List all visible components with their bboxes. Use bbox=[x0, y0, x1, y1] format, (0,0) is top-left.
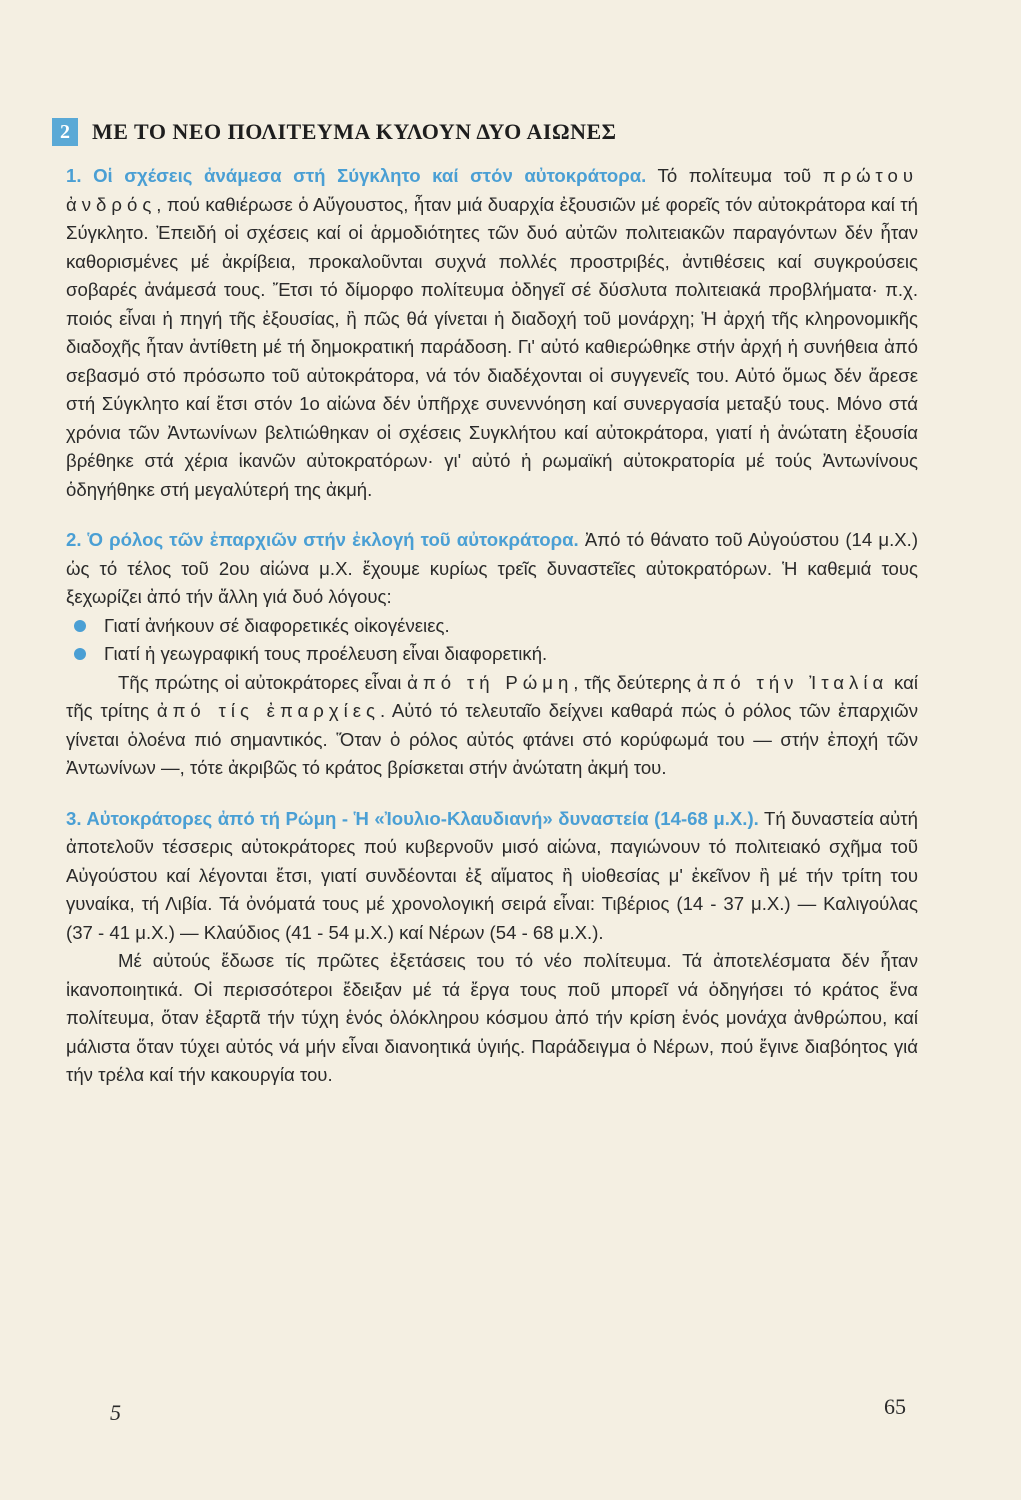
section-1-text-b: , πού καθιέρωσε ὁ Αὔγουστος, ἦταν μιά δυαρχία ἐξουσιῶν μέ φορεῖς τόν αὐτοκράτορα καί τή Σύγκλητο. Ἐπειδή οἱ σχέσεις καί οἱ ἁρμοδιότητες τῶν δυό αὐτῶν πολιτειακῶν παραγόντων δέν ἦταν καθορισμένες μέ ἀκρίβεια, προκαλοῦνται συχνά πολλές προστριβές, ἀντιθέσεις καί συγκρούσεις σοβαρές ἀνάμεσά τους. Ἔτσι τό δίμορφο πολίτευμα ὁδηγεῖ σέ δύσλυτα πολιτειακά προβλήματα· π.χ. ποιός εἶναι ἡ πηγή τῆς ἐξουσίας, ἢ πῶς θά γίνεται ἡ διαδοχή τοῦ μονάρχη; Ἡ ἀρχή τῆς κληρονομικῆς διαδοχῆς ἦταν ἀντίθετη μέ τή δημοκρατική παράδοση. Γι' αὐτό καθιερώθηκε στήν ἀρχή ἡ συνήθεια ἀπό σεβασμό στό πρόσωπο τοῦ αὐτοκράτορα, νά τόν διαδέχονται οἱ συγγενεῖς του. Αὐτό ὅμως δέν ἄρεσε στή Σύγκλητο καί ἔτσι στόν 1ο αἰώνα δέν ὑπῆρχε συνεννόηση καί συνεργασία μεταξύ τους. Μόνο στά χρόνια τῶν Ἀντωνίνων βελτιώθηκαν οἱ σχέσεις Συγκλήτου καί αὐτοκράτορα, γιατί ἡ ἀνώτατη ἐξουσία βρέθηκε στά χέρια ἱκανῶν αὐτοκρατόρων· γι' αὐτό ἡ ρωμαϊκή αὐτοκρατορία μέ τούς Ἀντωνίνους ὁδηγήθηκε στή μεγαλύτερή της ἀκμή. bbox=[66, 193, 918, 500]
section-2-bullet-list bbox=[66, 612, 918, 669]
section-1 bbox=[66, 162, 918, 504]
section-2-heading: 2. Ὁ ρόλος τῶν ἐπαρχιῶν στήν ἐκλογή τοῦ αὐτοκράτορα. bbox=[66, 529, 579, 550]
chapter-number-box: 2 bbox=[52, 118, 78, 146]
signature-mark: 5 bbox=[110, 1400, 121, 1425]
section-2-text: Ἀπό τό θάνατο τοῦ Αὐγούστου (14 μ.Χ.) ὡς τό τέλος τοῦ 2ου αἰώνα μ.Χ. ἔχουμε κυρίως τρεῖς δυναστεῖες αὐτοκρατόρων. Ἡ καθεμιά τους ξεχωρίζει ἀπό τήν ἄλλη γιά δυό λόγους: bbox=[66, 529, 919, 607]
main-text bbox=[66, 162, 918, 1112]
section-3-paragraph-2: Μέ αὐτούς ἔδωσε τίς πρῶτες ἐξετάσεις του τό νέο πολίτευμα. Τά ἀποτελέσματα δέν ἦταν ἱκανοποιητικά. Οἱ περισσότεροι ἔδειξαν μέ τά ἔργα τους ποῦ μπορεῖ νά ὁδηγήσει τό κράτος ἕνα πολίτευμα, ὅταν ἐξαρτᾶ τήν τύχη ἑνός ὁλόκληρου κόσμου ἀπό τήν κρίση ἑνός μονάχα ἀνθρώπου, καί μάλιστα ὅταν τύχει αὐτός νά μήν εἶναι διανοητικά ὑγιής. Παράδειγμα ὁ Νέρων, πού ἔγινε διαβόητος γιά τήν τρέλα καί τήν κακουργία του. bbox=[66, 950, 918, 1085]
section-2-paragraph-2 bbox=[66, 669, 918, 783]
chapter-title: ΜΕ ΤΟ ΝΕΟ ΠΟΛΙΤΕΥΜΑ ΚΥΛΟΥΝ ΔΥΟ ΑΙΩΝΕΣ bbox=[92, 119, 617, 144]
section-3-paragraph bbox=[66, 805, 918, 948]
section-2-p2-b: , τῆς δεύτερης bbox=[573, 671, 697, 693]
section-2-p2-d: . Αὐτό τό τελευταῖο δείχνει καθαρά πώς ὁ ρόλος τῶν ἐπαρχιῶν γίνεται ὁλοένα πιό σημαντικός. Ὅταν ὁ ρόλος αὐτός φτάνει στό κορύφωμά του — στήν ἐποχή τῶν Ἀντωνίνων —, τότε ἀκριβῶς τό κράτος βρίσκεται στήν ἀνώτατη ἀκμή του. bbox=[66, 700, 919, 778]
section-2-p2-a: Τῆς πρώτης οἱ αὐτοκράτορες εἶναι bbox=[118, 671, 408, 693]
section-2-spaced-rome: ἀπό τή Ρώμη bbox=[407, 671, 574, 693]
section-3-heading: 3. Αὐτοκράτορες ἀπό τή Ρώμη - Ἡ «Ἰουλιο-Κλαυδιανή» δυναστεία (14-68 μ.Χ.). bbox=[66, 807, 759, 829]
section-1-spaced-phrase: πρώτου ἀνδρός bbox=[66, 165, 918, 215]
section-1-text-a: Τό πολίτευμα τοῦ bbox=[646, 165, 823, 186]
page-number: 65 bbox=[884, 1394, 906, 1419]
list-item: Γιατί ἡ γεωγραφική τους προέλευση εἶναι διαφορετική. bbox=[66, 640, 918, 669]
chapter-header bbox=[52, 118, 617, 146]
section-3 bbox=[66, 805, 918, 1090]
section-3-text: Τή δυναστεία αὐτή ἀποτελοῦν τέσσερις αὐτοκράτορες πού κυβερνοῦν μισό αἰώνα, παγιώνουν τό πολιτειακό σχῆμα τοῦ Αὐγούστου καί λέγονται ἔτσι, γιατί συνδέονται ἐξ αἵματος ἢ υἱοθεσίας μ' ἐκεῖνον ἢ μέ τήν τρίτη του γυναίκα, τή Λιβία. Τά ὀνόματά τους μέ χρονολογική σειρά εἶναι: Τιβέριος (14 - 37 μ.Χ.) — Καλιγούλας (37 - 41 μ.Χ.) — Κλαύδιος (41 - 54 μ.Χ.) καί Νέρων (54 - 68 μ.Χ.). bbox=[66, 807, 918, 943]
section-1-heading: 1. Οἱ σχέσεις ἀνάμεσα στή Σύγκλητο καί στόν αὐτοκράτορα. bbox=[66, 165, 647, 186]
section-2-spaced-italy: ἀπό τήν Ἰταλία bbox=[696, 671, 889, 693]
section-2-p2-c: καί τῆς τρίτης bbox=[66, 671, 918, 721]
section-2-spaced-provinces: ἀπό τίς ἐπαρχίες bbox=[156, 700, 381, 721]
section-1-paragraph bbox=[66, 162, 918, 504]
list-item: Γιατί ἀνήκουν σέ διαφορετικές οἰκογένειες. bbox=[66, 612, 918, 641]
section-2-paragraph bbox=[66, 526, 918, 612]
section-2 bbox=[66, 526, 918, 783]
